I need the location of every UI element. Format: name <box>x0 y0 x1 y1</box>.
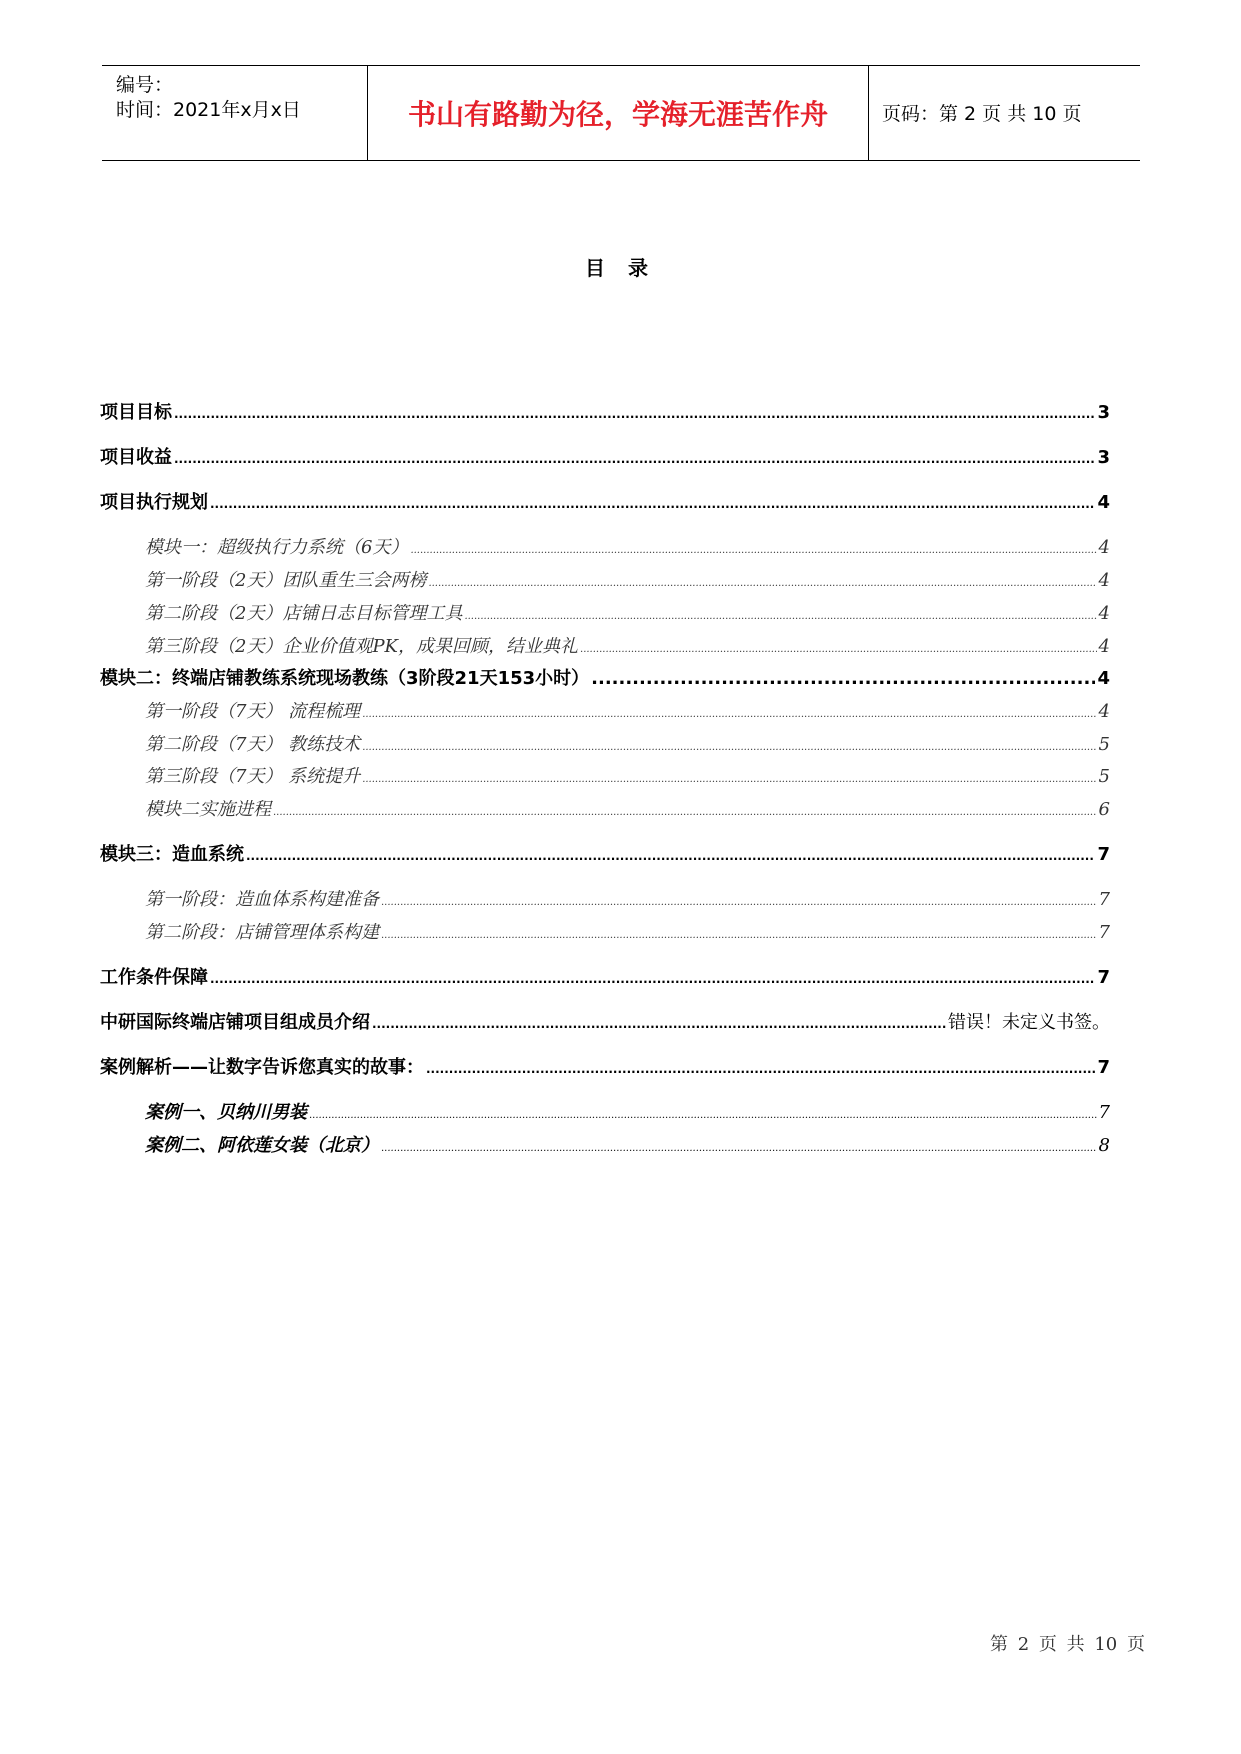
toc-entry[interactable] <box>145 1134 1110 1161</box>
toc-entry-text: 案例解析——让数字告诉您真实的故事： <box>100 1057 424 1078</box>
toc-entry[interactable] <box>145 733 1110 760</box>
toc-leader <box>428 572 1096 596</box>
toc-entry[interactable] <box>100 401 1110 426</box>
toc-leader <box>210 492 1095 516</box>
toc-entry-text: 模块二实施进程 <box>145 799 271 820</box>
toc-entry[interactable] <box>145 536 1110 563</box>
toc-leader <box>309 1104 1097 1128</box>
toc-entry-text: 第三阶段（2天）企业价值观PK，成果回顾，结业典礼 <box>145 636 579 657</box>
toc-entry[interactable] <box>145 635 1110 662</box>
toc-entry-page: 3 <box>1097 447 1110 468</box>
toc-title: 目 录 <box>585 256 656 280</box>
toc-leader <box>362 736 1096 760</box>
toc-entry[interactable] <box>100 446 1110 471</box>
toc-entry-text: 案例二、阿依莲女装（北京） <box>145 1135 379 1156</box>
toc-entry-page: 4 <box>1098 537 1110 558</box>
toc-leader <box>174 447 1095 471</box>
toc-leader <box>464 605 1096 629</box>
toc-entry[interactable] <box>100 843 1110 868</box>
header-info-cell <box>102 66 367 160</box>
toc-entry-page: 5 <box>1098 734 1110 755</box>
toc-entry-text: 第二阶段（7天） 教练技术 <box>145 734 361 755</box>
toc-entry-text: 项目执行规划 <box>100 492 208 513</box>
toc-entry-page: 7 <box>1098 922 1110 943</box>
toc-entry[interactable] <box>145 888 1110 915</box>
toc-leader <box>426 1057 1095 1081</box>
toc-entry-text: 项目目标 <box>100 402 172 423</box>
toc-entry-text: 模块三：造血系统 <box>100 844 244 865</box>
toc-entry[interactable] <box>145 921 1110 948</box>
toc-entry[interactable] <box>100 491 1110 516</box>
toc-entry-page: 7 <box>1098 1102 1110 1123</box>
toc-entry[interactable] <box>145 1101 1110 1128</box>
toc-entry[interactable] <box>100 1056 1110 1081</box>
toc-entry-text: 工作条件保障 <box>100 967 208 988</box>
motto-text: 书山有路勤为径，学海无涯苦作舟 <box>407 98 828 131</box>
toc-entry-page-error: 错误！未定义书签。 <box>948 1012 1110 1033</box>
toc-entry-text: 第三阶段（7天） 系统提升 <box>145 766 361 787</box>
toc-entry[interactable] <box>145 569 1110 596</box>
toc-entry-page: 5 <box>1098 766 1110 787</box>
toc-leader <box>381 924 1097 948</box>
header-page-cell <box>868 66 1140 160</box>
toc-leader <box>381 891 1097 915</box>
toc-entry-text: 项目收益 <box>100 447 172 468</box>
toc-entry-page: 7 <box>1097 967 1110 988</box>
toc-entry-text: 第二阶段：店铺管理体系构建 <box>145 922 379 943</box>
toc-entry-page: 4 <box>1098 636 1110 657</box>
header-page-code: 页码：第 2 页 共 10 页 <box>882 103 1082 125</box>
toc-leader <box>246 844 1095 868</box>
toc-entry-text: 第二阶段（2天）店铺日志目标管理工具 <box>145 603 463 624</box>
toc-entry-page: 8 <box>1098 1135 1110 1156</box>
toc-entry[interactable] <box>100 667 1110 691</box>
toc-leader <box>362 703 1096 727</box>
toc-leader <box>591 667 1095 691</box>
toc-entry-page: 7 <box>1098 889 1110 910</box>
toc-entry-page: 4 <box>1098 701 1110 722</box>
toc-entry-page: 6 <box>1098 799 1110 820</box>
toc-entry-page: 4 <box>1098 603 1110 624</box>
toc-entry-text: 中研国际终端店铺项目组成员介绍 <box>100 1012 370 1033</box>
toc-entry[interactable] <box>145 602 1110 629</box>
toc-leader <box>410 539 1096 563</box>
toc-entry-text: 模块二：终端店铺教练系统现场教练（3阶段21天153小时） <box>100 668 590 689</box>
toc-entry-text: 模块一：超级执行力系统（6天） <box>145 537 409 558</box>
toc-entry-page: 4 <box>1097 668 1110 689</box>
date-label: 时间：2021年x月x日 <box>116 99 301 121</box>
header-motto-cell <box>367 66 869 160</box>
toc-entry[interactable] <box>100 1011 1110 1036</box>
toc-entry-page: 7 <box>1097 844 1110 865</box>
toc-leader <box>362 768 1096 792</box>
document-header <box>102 65 1140 161</box>
toc-entry-page: 4 <box>1098 570 1110 591</box>
toc-entry-text: 案例一、贝纳川男装 <box>145 1102 307 1123</box>
toc-entry-page: 7 <box>1097 1057 1110 1078</box>
serial-number-label: 编号： <box>116 74 174 96</box>
toc-leader <box>372 1012 946 1036</box>
toc-leader <box>210 967 1095 991</box>
toc-entry-text: 第一阶段（7天） 流程梳理 <box>145 701 361 722</box>
toc-entry-page: 4 <box>1097 492 1110 513</box>
toc-leader <box>273 801 1097 825</box>
toc-entry[interactable] <box>100 966 1110 991</box>
toc-entry[interactable] <box>145 798 1110 825</box>
toc-entry-text: 第一阶段：造血体系构建准备 <box>145 889 379 910</box>
toc-leader <box>381 1137 1097 1161</box>
toc-leader <box>580 638 1097 662</box>
toc-leader <box>174 402 1095 426</box>
page-footer: 第 2 页 共 10 页 <box>990 1634 1145 1655</box>
toc-entry-page: 3 <box>1097 402 1110 423</box>
toc-entry[interactable] <box>145 765 1110 792</box>
toc-entry[interactable] <box>145 700 1110 727</box>
toc-entry-text: 第一阶段（2天）团队重生三会两榜 <box>145 570 427 591</box>
